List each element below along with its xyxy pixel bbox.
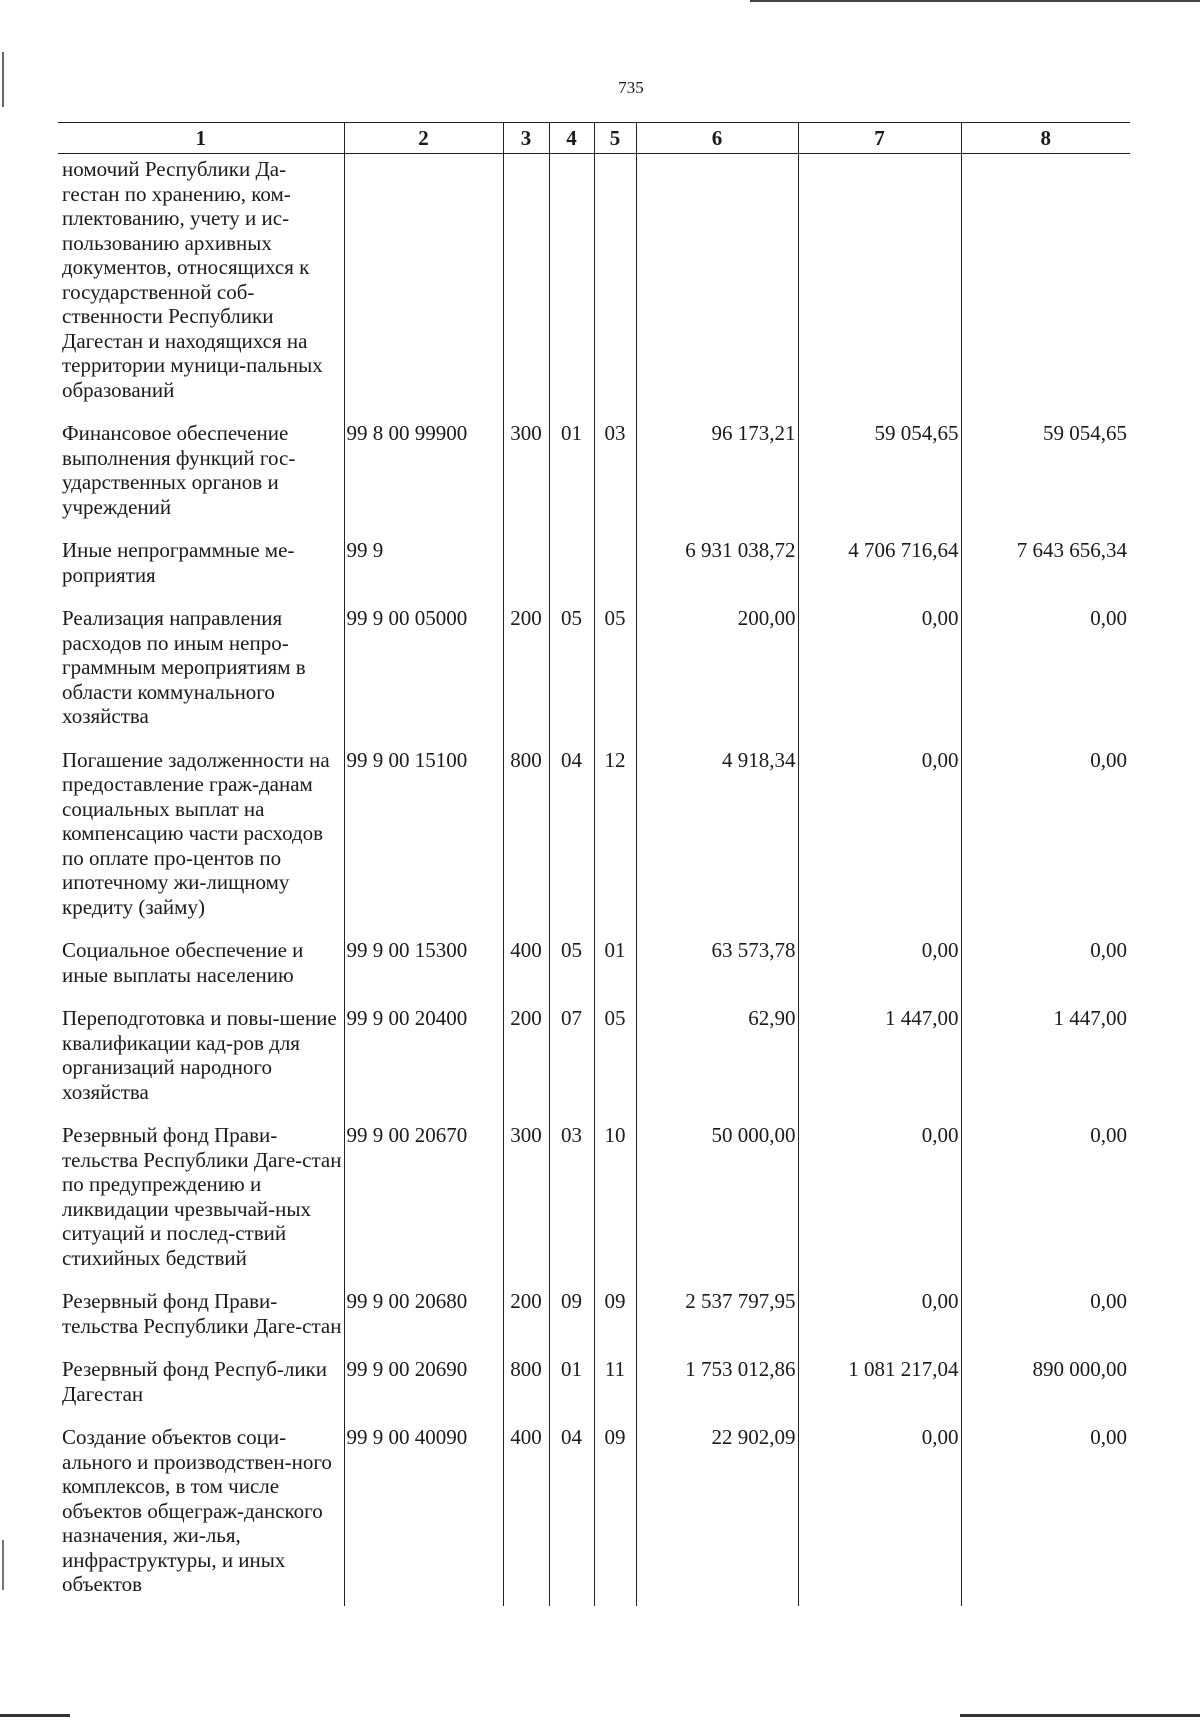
page-number: 735 bbox=[618, 78, 644, 97]
column-header: 8 bbox=[961, 123, 1130, 154]
table-row bbox=[58, 1425, 1130, 1606]
row-col3: 800 bbox=[503, 748, 549, 939]
table-row bbox=[58, 421, 1130, 538]
row-name: Финансовое обеспечение выполнения функций гос-ударственных органов и учреждений bbox=[58, 421, 344, 538]
row-col5: 10 bbox=[594, 1123, 636, 1289]
row-col5: 05 bbox=[594, 606, 636, 748]
row-col8: 0,00 bbox=[961, 1425, 1130, 1606]
row-col4: 05 bbox=[549, 606, 594, 748]
row-name: Резервный фонд Прави-тельства Республики Даге-стан bbox=[58, 1289, 344, 1357]
budget-table bbox=[58, 122, 1130, 1606]
row-col6 bbox=[636, 154, 798, 422]
table-row bbox=[58, 1357, 1130, 1425]
scan-edge-bottom-right bbox=[960, 1714, 1200, 1717]
table-row bbox=[58, 1289, 1130, 1357]
row-col7 bbox=[798, 154, 961, 422]
column-header: 6 bbox=[636, 123, 798, 154]
row-col6: 63 573,78 bbox=[636, 938, 798, 1006]
column-header: 1 bbox=[58, 123, 344, 154]
row-col3 bbox=[503, 538, 549, 606]
row-col5: 09 bbox=[594, 1289, 636, 1357]
row-name: Иные непрограммные ме-роприятия bbox=[58, 538, 344, 606]
row-col3: 200 bbox=[503, 1006, 549, 1123]
row-col7: 0,00 bbox=[798, 938, 961, 1006]
row-name: Резервный фонд Прави-тельства Республики Даге-стан по предупреждению и ликвидации чрезвычай-ных ситуаций и послед-ствий стихийных бедствий bbox=[58, 1123, 344, 1289]
row-col5 bbox=[594, 538, 636, 606]
row-name: номочий Республики Да-гестан по хранению, ком-плектованию, учету и ис-пользованию архивных документов, относящихся к государственной соб-ственности Республики Дагестан и находящихся на территории муници-пальных образований bbox=[58, 154, 344, 422]
row-name: Погашение задолженности на предоставление граж-данам социальных выплат на компенсацию части расходов по оплате про-центов по ипотечному жи-лищному кредиту (займу) bbox=[58, 748, 344, 939]
row-col6: 22 902,09 bbox=[636, 1425, 798, 1606]
row-code: 99 9 00 20400 bbox=[344, 1006, 503, 1123]
row-col6: 6 931 038,72 bbox=[636, 538, 798, 606]
row-col3: 400 bbox=[503, 938, 549, 1006]
row-col8: 1 447,00 bbox=[961, 1006, 1130, 1123]
table-header-row bbox=[58, 123, 1130, 154]
row-col3: 300 bbox=[503, 421, 549, 538]
row-col8: 59 054,65 bbox=[961, 421, 1130, 538]
row-name: Переподготовка и повы-шение квалификации кад-ров для организаций народного хозяйства bbox=[58, 1006, 344, 1123]
row-col8: 890 000,00 bbox=[961, 1357, 1130, 1425]
scan-edge-bottom-left bbox=[0, 1714, 70, 1717]
scan-edge-left-lower bbox=[2, 1540, 4, 1590]
row-col4: 01 bbox=[549, 421, 594, 538]
row-col4: 04 bbox=[549, 1425, 594, 1606]
row-col5: 09 bbox=[594, 1425, 636, 1606]
row-col3 bbox=[503, 154, 549, 422]
table-row bbox=[58, 538, 1130, 606]
row-col6: 4 918,34 bbox=[636, 748, 798, 939]
row-col4 bbox=[549, 538, 594, 606]
row-col6: 2 537 797,95 bbox=[636, 1289, 798, 1357]
table-row bbox=[58, 606, 1130, 748]
row-col4: 04 bbox=[549, 748, 594, 939]
row-col8: 0,00 bbox=[961, 1123, 1130, 1289]
row-code: 99 9 00 20680 bbox=[344, 1289, 503, 1357]
column-header: 7 bbox=[798, 123, 961, 154]
row-col5: 01 bbox=[594, 938, 636, 1006]
row-col6: 62,90 bbox=[636, 1006, 798, 1123]
row-col4: 03 bbox=[549, 1123, 594, 1289]
row-col8 bbox=[961, 154, 1130, 422]
row-col4 bbox=[549, 154, 594, 422]
row-col4: 05 bbox=[549, 938, 594, 1006]
row-col7: 1 447,00 bbox=[798, 1006, 961, 1123]
row-col4: 07 bbox=[549, 1006, 594, 1123]
row-col7: 59 054,65 bbox=[798, 421, 961, 538]
row-col5 bbox=[594, 154, 636, 422]
row-col3: 200 bbox=[503, 606, 549, 748]
row-code: 99 9 00 20670 bbox=[344, 1123, 503, 1289]
row-col3: 200 bbox=[503, 1289, 549, 1357]
row-name: Реализация направления расходов по иным непро-граммным мероприятиям в области коммунального хозяйства bbox=[58, 606, 344, 748]
row-col5: 03 bbox=[594, 421, 636, 538]
row-code: 99 9 00 05000 bbox=[344, 606, 503, 748]
row-code: 99 9 00 20690 bbox=[344, 1357, 503, 1425]
row-col4: 09 bbox=[549, 1289, 594, 1357]
row-col5: 11 bbox=[594, 1357, 636, 1425]
row-name: Социальное обеспечение и иные выплаты населению bbox=[58, 938, 344, 1006]
row-col3: 800 bbox=[503, 1357, 549, 1425]
row-col6: 50 000,00 bbox=[636, 1123, 798, 1289]
row-col8: 7 643 656,34 bbox=[961, 538, 1130, 606]
row-col7: 0,00 bbox=[798, 1123, 961, 1289]
row-col8: 0,00 bbox=[961, 1289, 1130, 1357]
row-code bbox=[344, 154, 503, 422]
row-code: 99 8 00 99900 bbox=[344, 421, 503, 538]
row-col7: 0,00 bbox=[798, 1289, 961, 1357]
table-row bbox=[58, 938, 1130, 1006]
row-col8: 0,00 bbox=[961, 748, 1130, 939]
column-header: 5 bbox=[594, 123, 636, 154]
table-row bbox=[58, 748, 1130, 939]
row-col6: 200,00 bbox=[636, 606, 798, 748]
row-name: Создание объектов соци-ального и производствен-ного комплексов, в том числе объектов общеграж-данского назначения, жи-лья, инфраструктуры, и иных объектов bbox=[58, 1425, 344, 1606]
row-col6: 1 753 012,86 bbox=[636, 1357, 798, 1425]
table-row bbox=[58, 154, 1130, 422]
row-col7: 0,00 bbox=[798, 748, 961, 939]
row-code: 99 9 00 40090 bbox=[344, 1425, 503, 1606]
row-code: 99 9 bbox=[344, 538, 503, 606]
row-code: 99 9 00 15100 bbox=[344, 748, 503, 939]
row-name: Резервный фонд Респуб-лики Дагестан bbox=[58, 1357, 344, 1425]
table-row bbox=[58, 1006, 1130, 1123]
row-col7: 0,00 bbox=[798, 606, 961, 748]
scan-edge-top bbox=[750, 0, 1200, 2]
row-col7: 1 081 217,04 bbox=[798, 1357, 961, 1425]
row-col3: 400 bbox=[503, 1425, 549, 1606]
row-col8: 0,00 bbox=[961, 938, 1130, 1006]
column-header: 4 bbox=[549, 123, 594, 154]
row-col3: 300 bbox=[503, 1123, 549, 1289]
row-col7: 4 706 716,64 bbox=[798, 538, 961, 606]
row-col6: 96 173,21 bbox=[636, 421, 798, 538]
column-header: 3 bbox=[503, 123, 549, 154]
column-header: 2 bbox=[344, 123, 503, 154]
row-col8: 0,00 bbox=[961, 606, 1130, 748]
row-col7: 0,00 bbox=[798, 1425, 961, 1606]
row-col5: 05 bbox=[594, 1006, 636, 1123]
table-row bbox=[58, 1123, 1130, 1289]
row-col4: 01 bbox=[549, 1357, 594, 1425]
row-col5: 12 bbox=[594, 748, 636, 939]
row-code: 99 9 00 15300 bbox=[344, 938, 503, 1006]
